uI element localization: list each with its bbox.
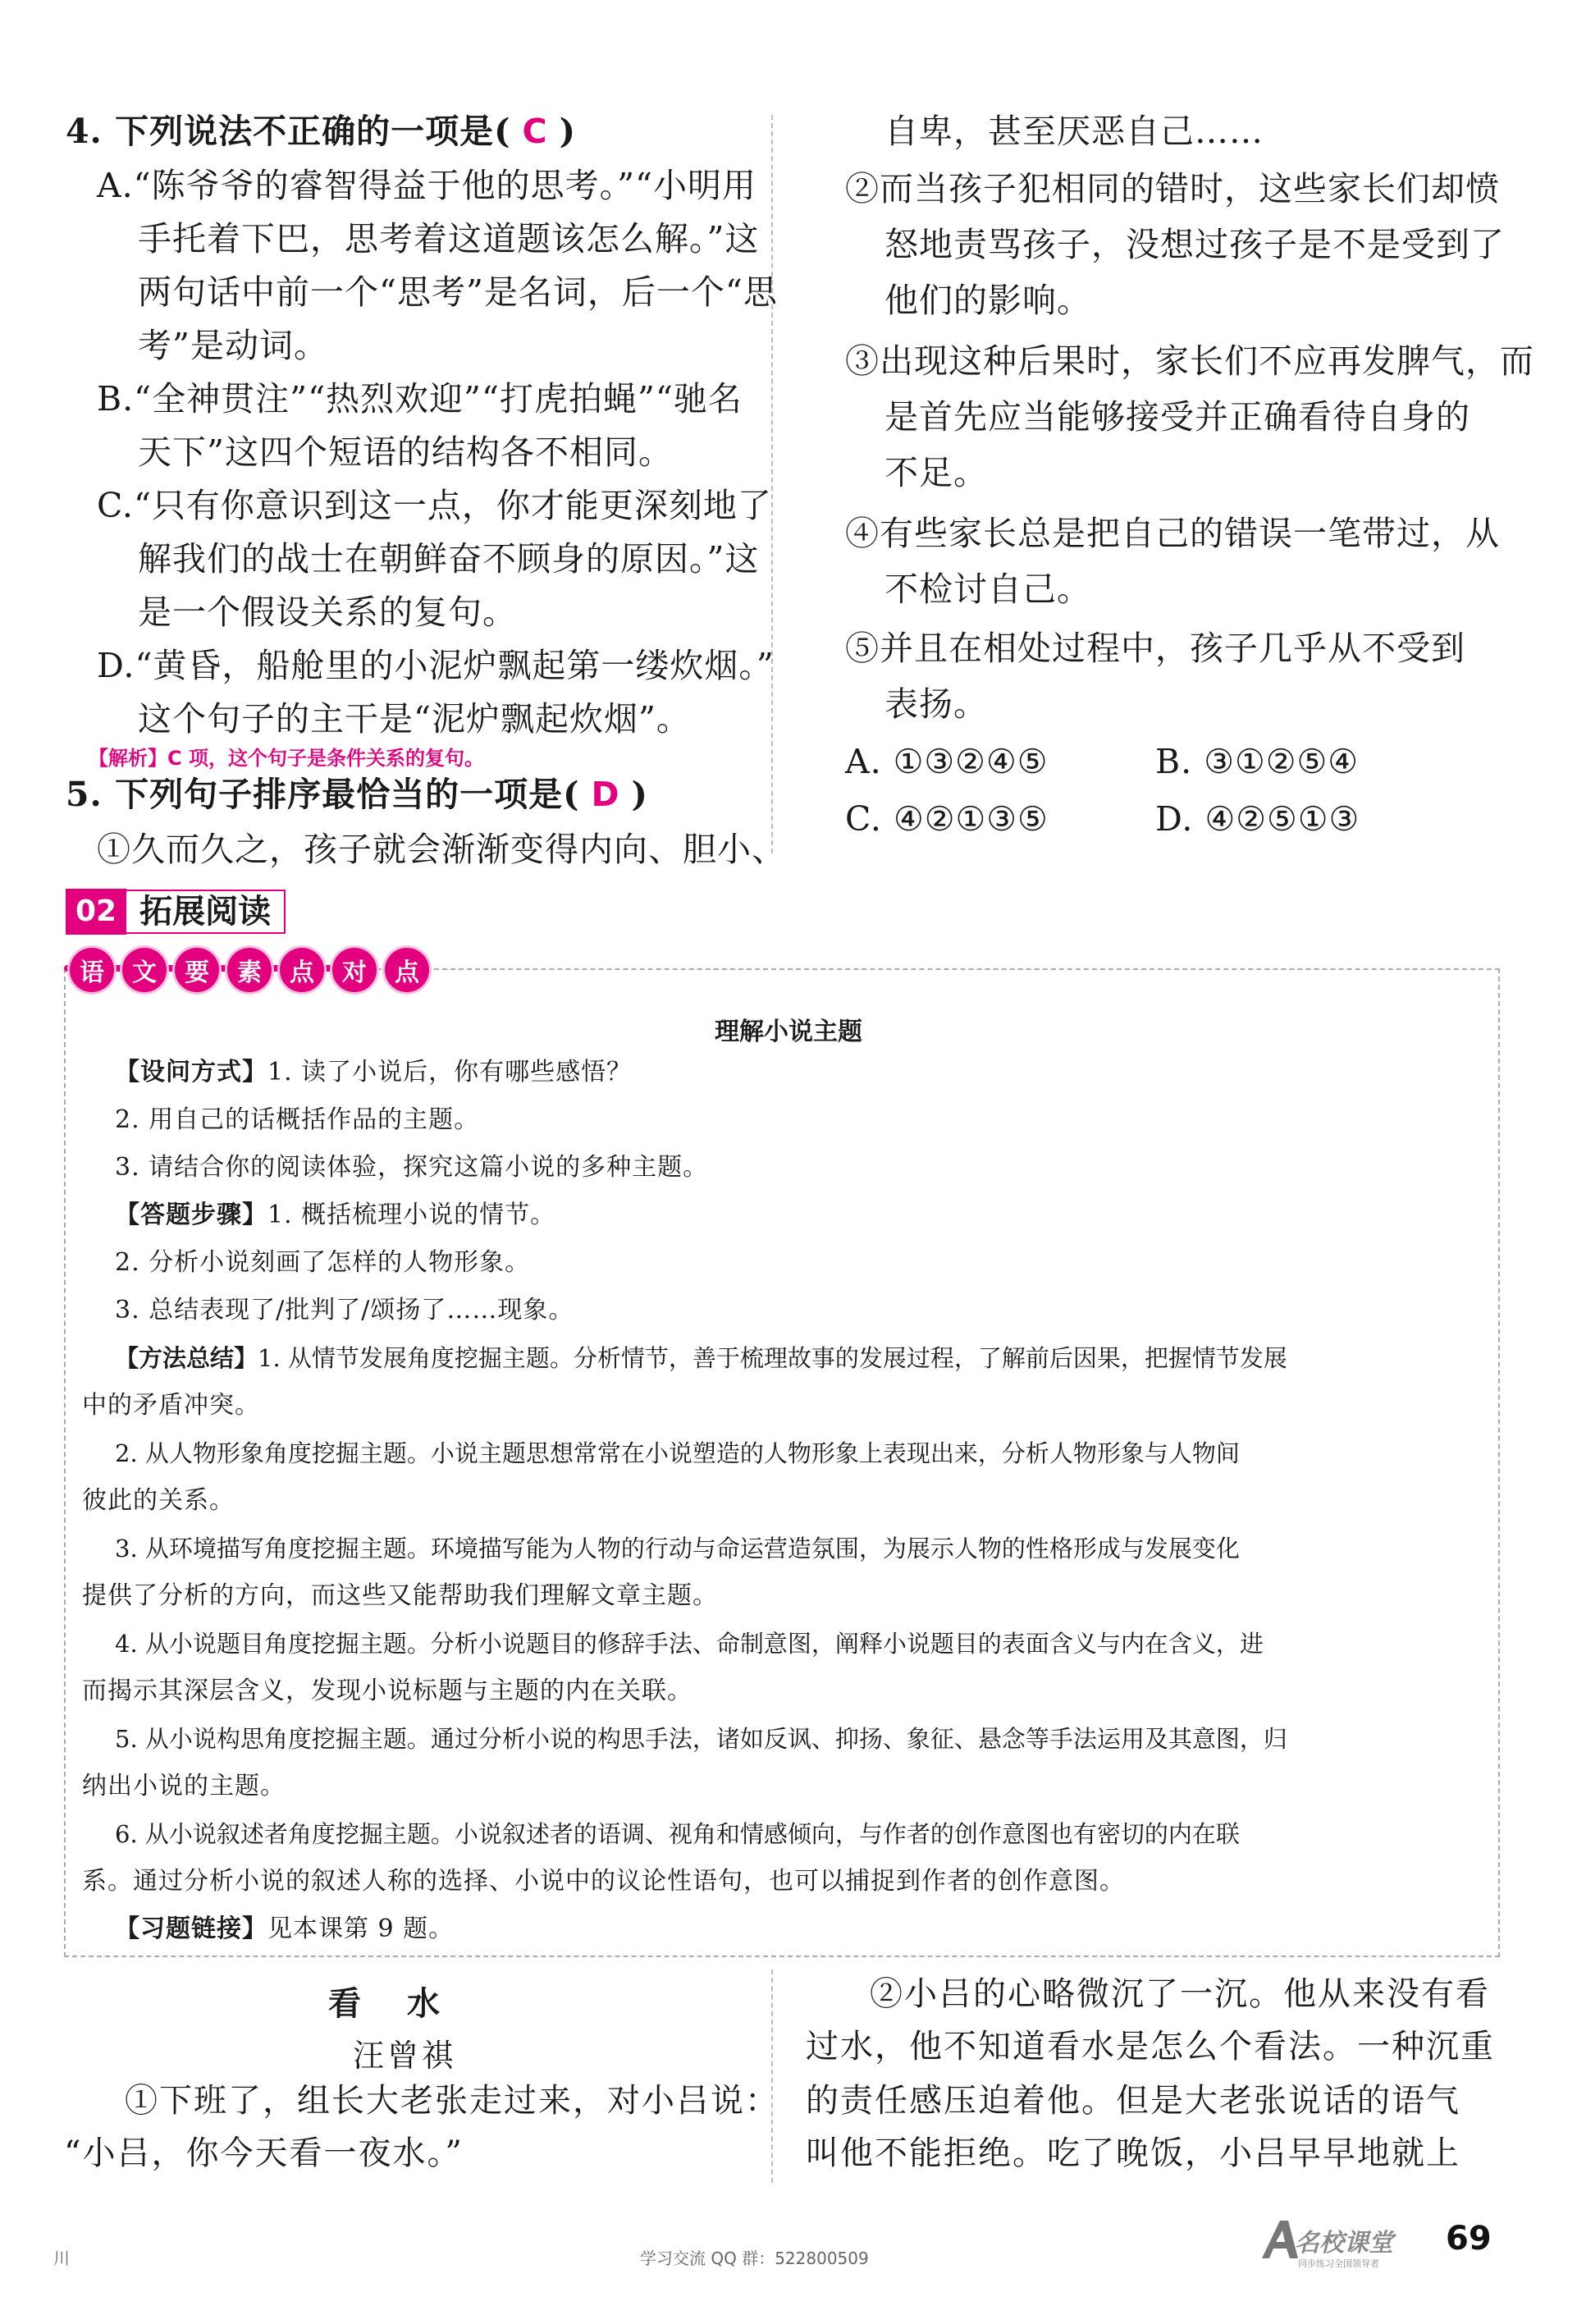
reading-line: “小吕，你今天看一夜水。” — [64, 2134, 464, 2172]
box-line — [115, 1060, 1526, 1085]
box-line — [82, 1869, 1493, 1894]
box-line — [115, 1822, 1526, 1846]
q5-sentence-line: 怒地责骂孩子，没想过孩子是不是受到了 — [884, 225, 1505, 264]
question-4-answer: C — [522, 112, 548, 151]
reading-line: 叫他不能拒绝。吃了晚饭，小吕早早地就上 — [806, 2134, 1460, 2172]
box-line — [82, 1486, 1493, 1515]
footer-left-mark: 川 — [53, 2249, 70, 2268]
box-line-label: 【设问方式】 — [115, 1058, 267, 1087]
box-line-label: 【习题链接】 — [115, 1915, 267, 1943]
q4-option-line: 天下”这四个短语的结构各不相同。 — [138, 432, 673, 472]
q5-sentence-line: ③出现这种后果时，家长们不应再发脾气，而 — [845, 341, 1534, 381]
chip: 语 — [67, 945, 117, 995]
q5-sentence-line: 自卑，甚至厌恶自己…… — [884, 112, 1264, 151]
box-line — [115, 1203, 1526, 1228]
q4-option-line: 解我们的战士在朝鲜奋不顾身的原因。”这 — [138, 539, 760, 579]
box-line — [82, 1581, 1493, 1610]
box-line-text: 1. 概括梳理小说的情节。 — [267, 1201, 556, 1229]
box-line — [115, 1727, 1526, 1751]
chip: 点 — [277, 945, 327, 995]
question-5-answer: D — [591, 775, 620, 814]
q5-option-d: D. ④②⑤①③ — [1155, 799, 1360, 839]
q5-sentence-line: 是首先应当能够接受并正确看待自身的 — [884, 397, 1470, 437]
box-line — [115, 1105, 1526, 1134]
brand-logo — [1255, 2216, 1399, 2273]
q4-option-line: B.“全神贯注”“热烈欢迎”“打虎拍蝇”“驰名 — [97, 379, 743, 419]
q4-analysis: 【解析】C 项，这个句子是条件关系的复句。 — [89, 747, 484, 770]
page-number: 69 — [1446, 2220, 1492, 2258]
box-line — [82, 1393, 1493, 1418]
element-chips — [67, 945, 432, 995]
section-header — [66, 888, 286, 936]
box-line-label: 【方法总结】 — [115, 1344, 258, 1372]
box-line-text: 3. 总结表现了/批判了/颂扬了……现象。 — [115, 1296, 574, 1324]
q5-sentence-line: 他们的影响。 — [884, 281, 1091, 320]
box-line — [115, 1631, 1526, 1656]
box-line-label: 【答题步骤】 — [115, 1201, 267, 1229]
box-line-text: 见本课第 9 题。 — [267, 1915, 455, 1943]
box-line — [82, 1679, 1493, 1704]
q4-option-line: A.“陈爷爷的睿智得益于他的思考。”“小明用 — [97, 166, 757, 205]
box-line-text: 3. 请结合你的阅读体验，探究这篇小说的多种主题。 — [115, 1153, 709, 1182]
reading-title: 看 水 — [328, 1985, 446, 2023]
box-line-text: 中的矛盾冲突。 — [82, 1391, 260, 1420]
question-4-close: ) — [559, 112, 576, 151]
box-line — [82, 1774, 1493, 1799]
q5-sentence-line: 不检讨自己。 — [884, 570, 1091, 609]
box-line-text: 提供了分析的方向，而这些又能帮助我们理解文章主题。 — [82, 1581, 718, 1610]
box-line-text: 而揭示其深层含义，发现小说标题与主题的内在关联。 — [82, 1677, 693, 1705]
q4-option-line: 手托着下巴，思考着这道题该怎么解。”这 — [138, 219, 760, 258]
box-line-text: 2. 用自己的话概括作品的主题。 — [115, 1105, 480, 1134]
reading-author: 汪曾祺 — [353, 2038, 457, 2074]
q4-option-line: 考”是动词。 — [138, 326, 328, 365]
q5-sentence-1: ①久而久之，孩子就会渐渐变得内向、胆小、 — [97, 830, 786, 869]
q5-sentence-line: ⑤并且在相处过程中，孩子几乎从不受到 — [845, 629, 1465, 668]
footer-qq: 学习交流 QQ 群：522800509 — [640, 2249, 869, 2268]
box-line-text: 4. 从小说题目角度挖掘主题。分析小说题目的修辞手法、命制意图，阐释小说题目的表面含义与内在含义，进 — [115, 1630, 1264, 1658]
box-line — [115, 1536, 1526, 1561]
box-line-text: 1. 读了小说后，你有哪些感悟？ — [267, 1058, 633, 1087]
q5-sentence-line: ②而当孩子犯相同的错时，这些家长们却愤 — [845, 169, 1500, 208]
box-line-text: 6. 从小说叙述者角度挖掘主题。小说叙述者的语调、视角和情感倾向，与作者的创作意图也有密切的内在联 — [115, 1820, 1240, 1848]
box-line-text: 彼此的关系。 — [82, 1486, 235, 1515]
brand-logo-text: 名校课堂 — [1295, 2229, 1393, 2258]
box-line-text: 2. 从人物形象角度挖掘主题。小说主题思想常常在小说塑造的人物形象上表现出来，分析人物形象与人物间 — [115, 1439, 1240, 1467]
box-line-text: 系。通过分析小说的叙述人称的选择、小说中的议论性语句，也可以捕捉到作者的创作意图。 — [82, 1867, 1125, 1896]
q5-sentence-line: 不足。 — [884, 453, 988, 492]
q4-option-line: 两句话中前一个“思考”是名词，后一个“思 — [138, 272, 778, 312]
q4-option-line: 是一个假设关系的复句。 — [138, 592, 517, 632]
q5-option-c: C. ④②①③⑤ — [845, 799, 1049, 839]
box-line-text: 纳出小说的主题。 — [82, 1772, 286, 1800]
chip: 对 — [330, 945, 379, 995]
question-4-title — [66, 112, 576, 151]
reading-line: 的责任感压迫着他。但是大老张说话的语气 — [806, 2082, 1460, 2120]
column-divider-top — [771, 115, 773, 853]
q5-option-b: B. ③①②⑤④ — [1155, 742, 1359, 781]
section-number: 02 — [66, 889, 126, 935]
box-title: 理解小说主题 — [715, 1018, 862, 1046]
reading-line: ①下班了，组长大老张走过来，对小吕说： — [125, 2082, 779, 2120]
q5-sentence-line: ④有些家长总是把自己的错误一笔带过，从 — [845, 514, 1500, 553]
box-line — [115, 1346, 1526, 1370]
box-line — [115, 1248, 1526, 1277]
q5-sentence-line: 表扬。 — [884, 684, 988, 724]
box-line — [115, 1155, 1526, 1180]
question-4-stem: 4. 下列说法不正确的一项是( — [66, 112, 511, 151]
q4-option-line: C.“只有你意识到这一点，你才能更深刻地了 — [97, 486, 772, 525]
brand-logo-sub: 同步练习全国领导者 — [1298, 2258, 1379, 2269]
q4-option-line: D.“黄昏，船舱里的小泥炉飘起第一缕炊烟。” — [97, 646, 775, 685]
question-5-close: ) — [631, 775, 648, 814]
question-5-title — [66, 775, 648, 814]
chip: 素 — [225, 945, 274, 995]
box-line — [115, 1917, 1526, 1942]
reading-line: 过水，他不知道看水是怎么个看法。一种沉重 — [806, 2028, 1495, 2066]
box-line-text: 5. 从小说构思角度挖掘主题。通过分析小说的构思手法，诸如反讽、抑扬、象征、悬念等手法运用及其意图，归 — [115, 1725, 1287, 1753]
q4-option-line: 这个句子的主干是“泥炉飘起炊烟”。 — [138, 699, 691, 739]
box-line — [115, 1298, 1526, 1323]
q5-option-a: A. ①③②④⑤ — [845, 742, 1049, 781]
chip: 要 — [172, 945, 222, 995]
box-line — [115, 1441, 1526, 1466]
reading-line: ②小吕的心略微沉了一沉。他从来没有看 — [870, 1975, 1490, 2013]
box-line-text: 3. 从环境描写角度挖掘主题。环境描写能为人物的行动与命运营造氛围，为展示人物的性格形成与发展变化 — [115, 1535, 1240, 1562]
box-line-text: 2. 分析小说刻画了怎样的人物形象。 — [115, 1248, 531, 1277]
box-line-text: 1. 从情节发展角度挖掘主题。分析情节，善于梳理故事的发展过程，了解前后因果，把握情节发展 — [258, 1344, 1287, 1372]
column-divider-bottom — [771, 1969, 773, 2183]
section-title: 拓展阅读 — [126, 890, 286, 934]
chip: 文 — [120, 945, 169, 995]
question-5-stem: 5. 下列句子排序最恰当的一项是( — [66, 775, 580, 814]
chip: 点 — [382, 945, 432, 995]
